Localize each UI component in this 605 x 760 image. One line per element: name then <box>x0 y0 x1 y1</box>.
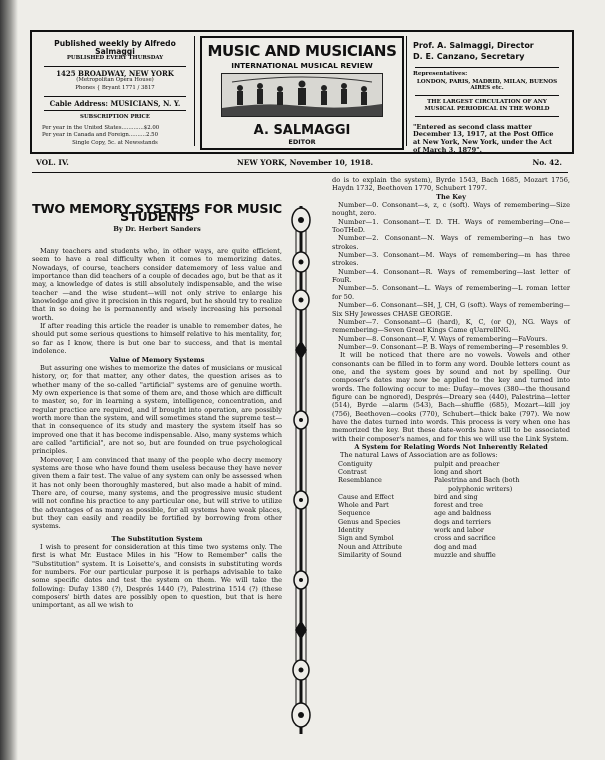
law-name: Sequence <box>338 509 371 518</box>
key-line: Number—2. Consonant—N. Ways of remembering—n has two strokes. <box>332 234 570 251</box>
section-heading: A System for Relating Words Not Inherently Related <box>354 443 548 451</box>
divider <box>415 67 559 68</box>
divider <box>44 66 186 67</box>
law-name: Whole and Part <box>338 501 389 510</box>
masthead-left-panel <box>36 36 195 146</box>
law-name: Noun and Attribute <box>338 542 403 551</box>
article-title: TWO MEMORY SYSTEMS FOR MUSIC STUDENTS <box>32 202 282 226</box>
musicians-vignette-illustration <box>221 73 383 117</box>
table-row <box>332 493 570 501</box>
subscription-title: SUBSCRIPTION PRICE <box>80 114 150 121</box>
paragraph: Many teachers and students who, in other ways, are quite efficient, seem to have a real difficulty when it comes to memorizing dates. Nowadays, of course, teachers consider datememory of less value and importance than did teachers of a couple of decades ago, but be that as it may, a knowledge of dates is still absolutely indispensable, and the wise teacher —and the wise student—will not only strive to enlarge his knowledge and give it precision in this regard, but he should try to realize that in so doing he is permanently and wisely increasing his personal worth. <box>32 247 282 322</box>
paragraph: But assuring one wishes to memorize the dates of musicians or musical history, or, for that matter, any other dates, the question arises as to whether many of the so-called "artificial" systems are of genuine worth. My own experience is that some of them are, and those which are difficult to master, so, for in learning a system, intelligence, concentration, and regular practice are required, and if brought into operation, are possibly worth more than the system, and will sometimes stand the supreme test—that in consequence of its study and mastery the system itself has so improved one that it has become indispensable. Also, many systems which are called "artificial", are not so, but are founded on true psychological principles. <box>32 363 282 456</box>
law-example: cross and sacrifice <box>434 534 496 543</box>
table-row <box>332 476 570 484</box>
table-row <box>332 460 570 468</box>
divider <box>44 110 186 111</box>
key-line: Number—9. Consonant—P. B. Ways of remembering—P resembles 9. <box>338 342 569 351</box>
issue-number: No. 42. <box>532 158 562 167</box>
publication-subtitle: INTERNATIONAL MUSICAL REVIEW <box>231 61 373 70</box>
masthead-right-panel <box>406 36 567 154</box>
director: Prof. A. Salmaggi, Director <box>413 41 534 50</box>
publisher-line: Published weekly by Alfredo Salmaggi <box>54 39 176 56</box>
staff-listing <box>407 36 567 64</box>
table-row <box>332 551 570 559</box>
law-example: dog and mad <box>434 542 477 551</box>
law-name: Contiguity <box>338 459 373 468</box>
paragraph: Moreover, I am convinced that many of the people who decry memory systems are those who have found them useless because they have never given them a fair test. The value of any system can only be assessed when it has not only been thoroughly mastered, but also made a habit of mind. There are, of course, many systems, and the progressive music student will not confine his practice to any particular one, but will strive to utilize the advantages of as many as possible, for all systems have weak places, but they can easily and readily be fortified by borrowing from other systems. <box>32 455 282 531</box>
law-example: dogs and terriers <box>434 517 491 526</box>
association-table <box>332 460 570 560</box>
volume-number: VOL. IV. <box>36 158 69 167</box>
law-example: forest and tree <box>434 501 483 510</box>
editor-label: EDITOR <box>288 138 316 146</box>
law-name: Identity <box>338 526 364 535</box>
paragraph: do is to explain the system), Byrde 1543, Bach 1685, Mozart 1756, Haydn 1732, Beethoven 1770, Schubert 1797. <box>332 176 570 193</box>
law-name: Contrast <box>338 467 367 476</box>
table-row <box>332 543 570 551</box>
table-row <box>332 534 570 542</box>
subscription-row: Per year in the United States.............$2.00 <box>42 124 160 131</box>
law-example: age and baldness <box>434 509 492 518</box>
divider <box>415 95 559 96</box>
decorative-column-ornament <box>284 200 318 740</box>
law-name: Resemblance <box>338 476 382 485</box>
address: 1425 BROADWAY, NEW YORK <box>56 68 174 78</box>
subscription-row: Single Copy, 5c. at Newsstands <box>72 139 158 146</box>
law-example: pulpit and preacher <box>434 459 500 468</box>
section-heading: The Substitution System <box>111 534 203 543</box>
section-heading: The Key <box>436 192 466 201</box>
subscription-row: Per year in Canada and Foreign..........2.50 <box>42 132 159 139</box>
key-line: Number—4. Consonant—R. Ways of remembering—last letter of FouR. <box>332 267 570 285</box>
key-line: Number—1. Consonant—T. D. TH. Ways of remembering—One— TooTHeD. <box>332 217 570 235</box>
law-example: long and short <box>434 467 482 476</box>
table-row <box>332 509 570 517</box>
law-example: Palestrina and Bach (both <box>434 476 520 485</box>
law-name: Genus and Species <box>338 517 401 526</box>
law-example: bird and sing <box>434 492 478 501</box>
key-line: Number—8. Consonant—F, V. Ways of remembering—FaVours. <box>338 334 548 343</box>
publication-title: MUSIC AND MUSICIANS <box>207 42 397 60</box>
paragraph: If after reading this article the reader is unable to remember dates, he should put some serious questions to himself relative to his mentality, for, so far as I know, there is but one bar to success, and that is mental indolence. <box>32 322 282 356</box>
circulation-claim: THE LARGEST CIRCULATION OF ANY MUSICAL PERIODICAL IN THE WORLD <box>424 99 550 112</box>
law-example: work and labor <box>434 526 485 535</box>
section-heading: Value of Memory Systems <box>109 355 205 364</box>
law-example: muzzle and shuffle <box>434 550 496 559</box>
secretary: D. E. Canzano, Secretary <box>413 52 525 61</box>
key-line: Number—7. Consonant—G (hard), K, C, (or Q), NG. Ways of remembering—Seven Great Kings Came qUarrellNG. <box>332 317 570 335</box>
law-example: polyphonic writers) <box>448 484 513 493</box>
postal-notice: "Entered as second class matter December 13, 1917, at the Post Office at New York, New York, under the Act of March 3, 1879". <box>413 122 554 154</box>
representatives-cities: LONDON, PARIS, MADRID, MILAN, BUENOS AIRES etc. <box>416 78 558 92</box>
key-line: Number—5. Consonant—L. Ways of remembering—L roman letter for 50. <box>332 284 570 301</box>
table-row <box>332 501 570 509</box>
table-row <box>332 485 570 493</box>
law-name: Sign and Symbol <box>338 534 394 543</box>
paragraph: The natural Laws of Association are as follows: <box>340 451 498 460</box>
article-byline: By Dr. Herbert Sanders <box>113 224 201 233</box>
building: (Metropolitan Opera House) <box>76 77 154 84</box>
cable-address: Cable Address: MUSICIANS, N. Y. <box>49 98 181 108</box>
divider <box>44 96 186 97</box>
dateline <box>32 158 568 170</box>
article-left-column <box>32 180 282 610</box>
editor-name: A. SALMAGGI <box>253 123 351 138</box>
table-row <box>332 526 570 534</box>
law-name: Cause and Effect <box>338 492 395 501</box>
representatives-label: Representatives: <box>413 71 468 77</box>
publication-day: PUBLISHED EVERY THURSDAY <box>66 55 164 62</box>
table-row <box>332 518 570 526</box>
phones: Phones { Bryant 1771 / 3817 <box>75 84 155 91</box>
law-name: Similarity of Sound <box>338 550 402 559</box>
masthead <box>30 30 574 154</box>
key-line: Number—0. Consonant—s, z, c (soft). Ways of remembering—Size nought, zero. <box>332 201 570 218</box>
paragraph: It will be noticed that there are no vowels. Vowels and other consonants can be filled in to form any word. Double letters count as one, and the system goes by sound and not by spelling. Our composer's dates may now be applied to the key and turned into words. The following occur to me: Dufay—moves (380—the thousand figure can be ngnored), Després—Dreary sea (440), Palestrina—letter (514), Byrde —alarm (543), Bach—shuffle (685), Mozart—kill joy (756), Beethoven—cooks (770), Schubert—thick bake (797). We now have the dates turned into words. This process is very when one has memorized the key. But these date-words have still to be associated with their composer's names, and for this we will use the Link System. <box>332 351 570 443</box>
key-line: Number—3. Consonant—M. Ways of remembering—m has three strokes. <box>332 251 570 268</box>
table-row <box>332 468 570 476</box>
scan-edge <box>0 0 18 760</box>
issue-date: NEW YORK, November 10, 1918. <box>237 158 374 167</box>
masthead-title-panel <box>200 36 404 150</box>
dateline-rule <box>32 172 568 173</box>
article-right-column <box>332 176 570 559</box>
divider <box>415 116 559 117</box>
paragraph: I wish to present for consideration at this time two systems only. The first is what Mr. Eustace Miles in his "How to Remember" calls the "Substitution" system. It is Loisette's, and consists in substituting words for numbers. For our particular purpose it is perhaps advisable to take some specific dates and test the system on them. We will take the following: Dufay 1380 (?), Després 1440 (?), Palestrina 1514 (?) (these composers' birth dates are possibly open to question, but that is here unimportant, as all we wish to <box>32 543 282 610</box>
key-line: Number—6. Consonant—SH, J, CH, G (soft). Ways of remembering—Six SHy Jewesses CHASE GEORGE. <box>332 301 570 318</box>
law-name <box>332 485 434 493</box>
